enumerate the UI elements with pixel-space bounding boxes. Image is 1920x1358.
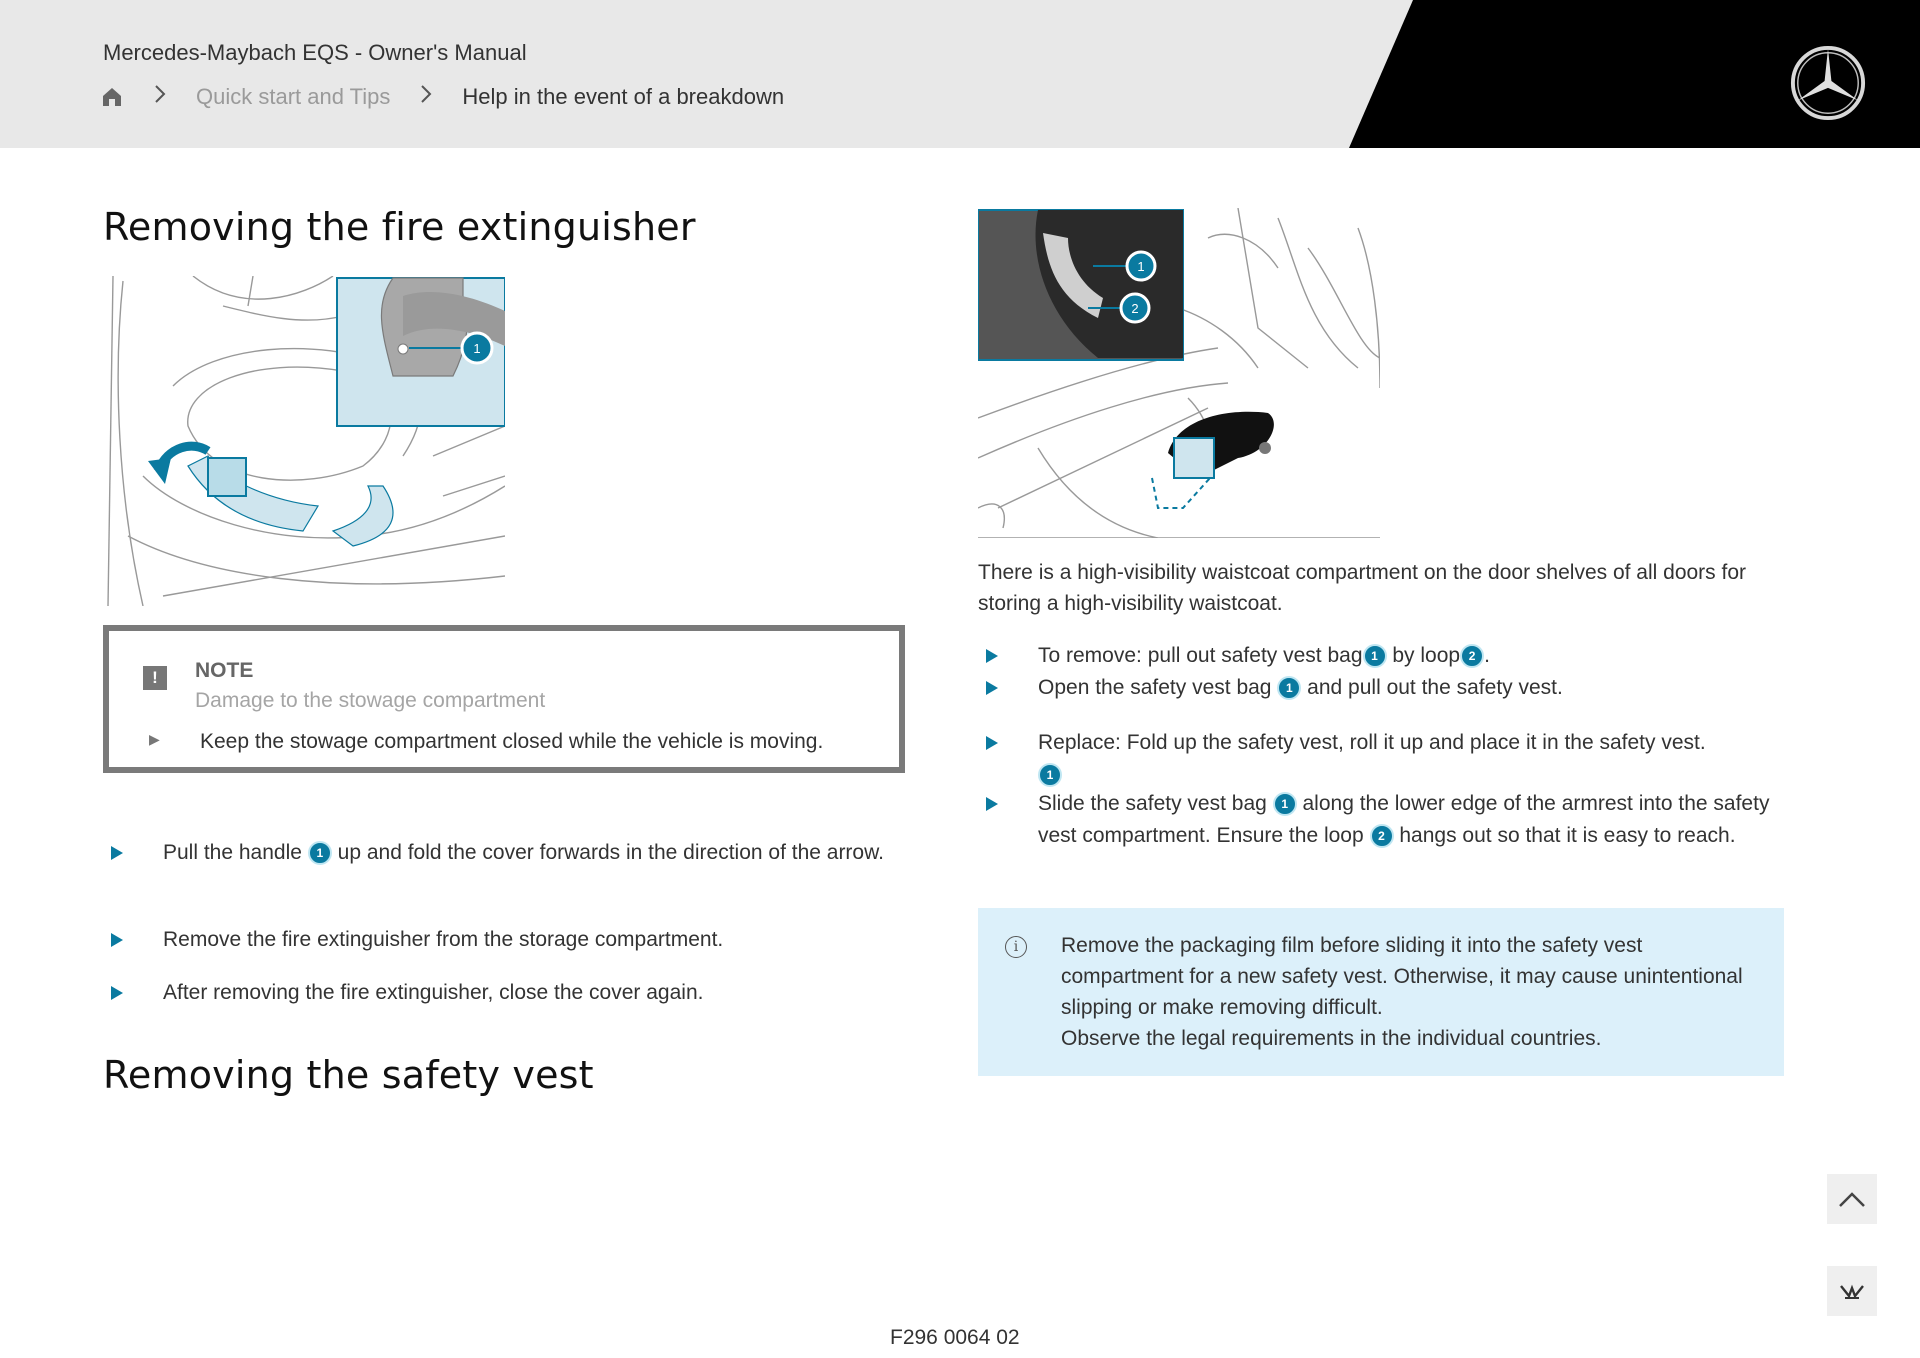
vest-intro-text: There is a high-visibility waistcoat compartment on the door shelves of all doors for storing a high-visibility waistcoat. — [978, 561, 1747, 615]
callout-number: 2 — [1460, 644, 1484, 668]
bullet-arrow-icon — [986, 797, 998, 811]
chevron-right-icon — [154, 84, 166, 110]
bullet-arrow-icon — [111, 986, 123, 1000]
feedback-icon — [1837, 1278, 1867, 1304]
feedback-button[interactable] — [1827, 1266, 1877, 1316]
info-line: Remove the packaging film before sliding it into the safety vest compartment for a new safety vest. Otherwise, it may cause unintentional slipping or make removing difficult. — [1061, 934, 1743, 1019]
callout-number: 1 — [1273, 792, 1297, 816]
step-text: Remove the fire extinguisher from the storage compartment. — [163, 928, 724, 951]
list-item — [163, 977, 908, 1009]
bullet-arrow-icon — [986, 681, 998, 695]
bullet-arrow-icon: ▶ — [149, 731, 160, 747]
note-text: Keep the stowage compartment closed while the vehicle is moving. — [200, 730, 824, 753]
callout-number: 1 — [1038, 763, 1062, 787]
safety-vest-illustration — [978, 208, 1380, 538]
step-text: Open the safety vest bag — [1038, 676, 1272, 699]
note-subtitle: Damage to the stowage compartment — [195, 689, 546, 712]
heading-safety-vest: Removing the safety vest — [103, 1053, 594, 1097]
callout-number: 2 — [1131, 301, 1139, 316]
callout-number: 2 — [1370, 824, 1394, 848]
bullet-arrow-icon — [111, 846, 123, 860]
breadcrumb-current: Help in the event of a breakdown — [462, 84, 785, 109]
callout-number: 1 — [473, 341, 481, 356]
document-title: Mercedes-Maybach EQS - Owner's Manual — [103, 40, 527, 65]
step-text: by loop — [1392, 644, 1461, 667]
warning-icon: ! — [143, 666, 167, 690]
fire-extinguisher-illustration — [103, 276, 505, 606]
mercedes-star-icon[interactable] — [1789, 44, 1867, 122]
bullet-arrow-icon — [111, 933, 123, 947]
step-text: up and fold the cover forwards in the direction of the arrow. — [337, 841, 884, 864]
info-icon: i — [1005, 936, 1027, 958]
info-text — [1061, 930, 1761, 1054]
breadcrumb — [100, 82, 784, 112]
callout-number: 1 — [1363, 644, 1387, 668]
step-text: Pull the handle — [163, 841, 302, 864]
step-text: After removing the fire extinguisher, close the cover again. — [163, 981, 704, 1004]
step-text: along the lower edge of the armrest into the safety vest compartment. Ensure the loop — [1038, 792, 1770, 847]
info-box — [978, 908, 1784, 1076]
home-icon[interactable] — [100, 85, 124, 109]
page-header — [0, 0, 1920, 148]
step-text: hangs out so that it is easy to reach. — [1399, 824, 1736, 847]
callout-number: 1 — [1137, 259, 1145, 274]
step-text: Replace: Fold up the safety vest, roll it up and place it in the safety vest. — [1038, 731, 1706, 754]
note-box — [103, 625, 905, 773]
chevron-up-icon — [1837, 1189, 1867, 1209]
breadcrumb-link-quick-start[interactable]: Quick start and Tips — [196, 84, 391, 109]
callout-number: 1 — [308, 841, 332, 865]
list-item — [1038, 672, 1783, 704]
callout-number: 1 — [1277, 676, 1301, 700]
info-line: Observe the legal requirements in the individual countries. — [1061, 1027, 1602, 1050]
list-item — [163, 837, 908, 869]
list-item — [163, 924, 908, 956]
step-text: To remove: pull out safety vest bag — [1038, 644, 1363, 667]
chevron-right-icon — [420, 84, 432, 110]
list-item — [1038, 640, 1783, 672]
header-black-band — [0, 0, 1920, 148]
heading-fire-extinguisher: Removing the fire extinguisher — [103, 205, 696, 249]
bullet-arrow-icon — [986, 736, 998, 750]
list-item — [1038, 788, 1783, 852]
bullet-arrow-icon — [986, 649, 998, 663]
list-item — [1038, 727, 1783, 791]
step-text: . — [1484, 644, 1490, 667]
step-text: and pull out the safety vest. — [1307, 676, 1563, 699]
note-title: NOTE — [195, 659, 254, 682]
figure-code: F296 0064 02 — [890, 1326, 1020, 1349]
step-text: Slide the safety vest bag — [1038, 792, 1267, 815]
scroll-to-top-button[interactable] — [1827, 1174, 1877, 1224]
